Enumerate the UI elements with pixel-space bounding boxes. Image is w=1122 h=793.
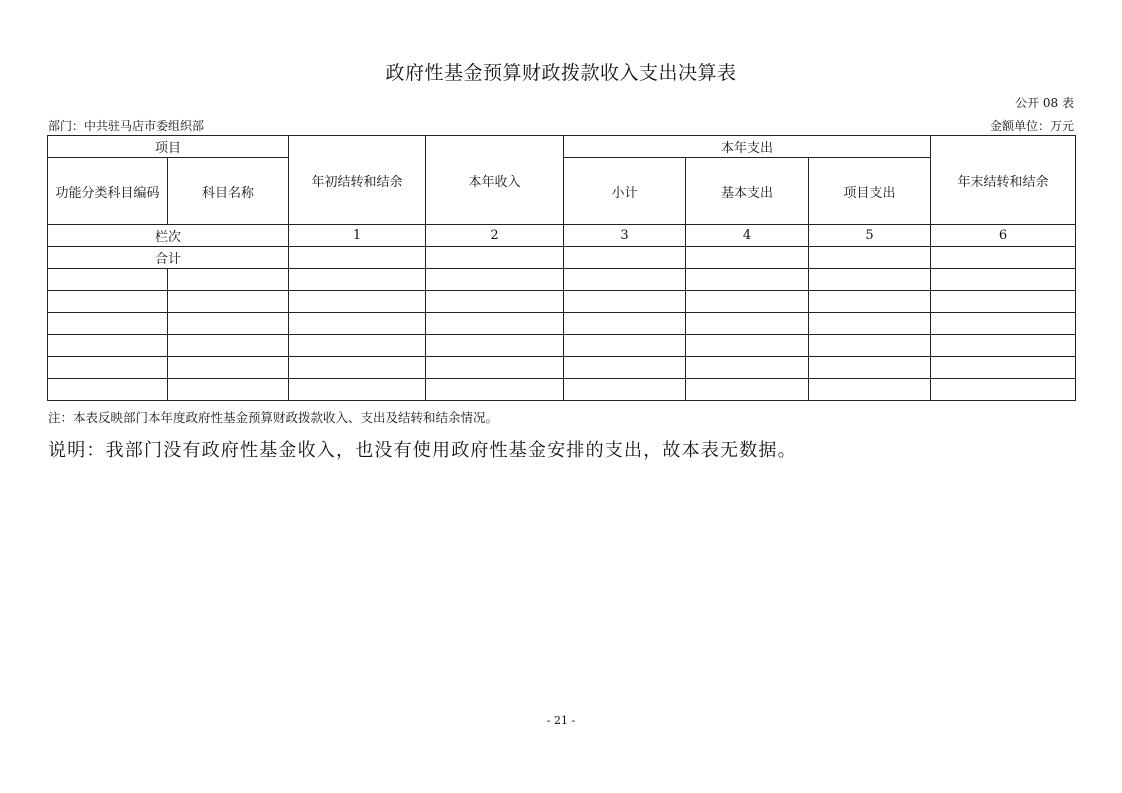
- table-row: [48, 313, 1076, 335]
- table-cell: [931, 269, 1076, 291]
- table-cell: [426, 379, 564, 401]
- table-note: 注：本表反映部门本年度政府性基金预算财政拨款收入、支出及结转和结余情况。: [48, 410, 499, 425]
- header-basic-expenditure: 基本支出: [686, 158, 809, 225]
- table-cell: [809, 291, 931, 313]
- total-row: [48, 247, 1076, 269]
- table-row: [48, 269, 1076, 291]
- table-cell: [564, 357, 686, 379]
- column-index-row: [48, 225, 1076, 247]
- table-cell: [48, 335, 168, 357]
- table-cell: [289, 379, 426, 401]
- table-cell: [289, 247, 426, 269]
- table-cell: [931, 313, 1076, 335]
- amount-unit-label: 金额单位：万元: [989, 119, 1074, 133]
- header-code: 功能分类科目编码: [48, 158, 168, 225]
- column-index-6: 6: [931, 225, 1076, 247]
- table-cell: [686, 269, 809, 291]
- table-cell: [686, 291, 809, 313]
- table-cell: [168, 291, 289, 313]
- table-cell: [686, 379, 809, 401]
- table-cell: [168, 313, 289, 335]
- department-label: 部门：中共驻马店市委组织部: [48, 119, 205, 133]
- table-cell: [48, 291, 168, 313]
- table-row: [48, 379, 1076, 401]
- table-cell: [168, 269, 289, 291]
- table-cell: [686, 335, 809, 357]
- table-cell: [289, 313, 426, 335]
- table-cell: [426, 335, 564, 357]
- header-opening-balance: 年初结转和结余: [289, 136, 426, 225]
- header-name: 科目名称: [168, 158, 289, 225]
- table-cell: [809, 357, 931, 379]
- header-project-expenditure: 项目支出: [809, 158, 931, 225]
- table-cell: [426, 291, 564, 313]
- table-cell: [931, 379, 1076, 401]
- table-row: [48, 357, 1076, 379]
- header-subtotal: 小计: [564, 158, 686, 225]
- table-cell: [931, 357, 1076, 379]
- explanation-text: 说明：我部门没有政府性基金收入，也没有使用政府性基金安排的支出，故本表无数据。: [48, 440, 797, 461]
- header-income: 本年收入: [426, 136, 564, 225]
- table-cell: [48, 313, 168, 335]
- table-cell: [426, 357, 564, 379]
- table-cell: [289, 291, 426, 313]
- header-project: 项目: [48, 136, 289, 158]
- column-index-label: 栏次: [48, 225, 289, 247]
- table-cell: [564, 313, 686, 335]
- total-label: 合计: [48, 247, 289, 269]
- table-cell: [809, 335, 931, 357]
- table-cell: [809, 247, 931, 269]
- document-title: 政府性基金预算财政拨款收入支出决算表: [385, 62, 737, 84]
- table-row: [48, 291, 1076, 313]
- table-row: [48, 335, 1076, 357]
- column-index-1: 1: [289, 225, 426, 247]
- table-cell: [809, 379, 931, 401]
- table-cell: [686, 357, 809, 379]
- table-cell: [48, 357, 168, 379]
- table-number: 公开 08 表: [1015, 96, 1074, 110]
- table-cell: [48, 269, 168, 291]
- column-index-3: 3: [564, 225, 686, 247]
- fund-budget-table: [47, 135, 1076, 401]
- table-cell: [564, 269, 686, 291]
- table-cell: [168, 335, 289, 357]
- table-cell: [289, 357, 426, 379]
- table-cell: [809, 269, 931, 291]
- header-expenditure: 本年支出: [564, 136, 931, 158]
- table-cell: [686, 313, 809, 335]
- table-cell: [48, 379, 168, 401]
- table-cell: [686, 247, 809, 269]
- table-cell: [809, 313, 931, 335]
- table-cell: [168, 357, 289, 379]
- table-cell: [564, 379, 686, 401]
- table-cell: [931, 247, 1076, 269]
- table-cell: [931, 335, 1076, 357]
- table-cell: [564, 291, 686, 313]
- column-index-4: 4: [686, 225, 809, 247]
- table-cell: [289, 335, 426, 357]
- table-cell: [426, 313, 564, 335]
- table-cell: [564, 247, 686, 269]
- column-index-5: 5: [809, 225, 931, 247]
- table-cell: [168, 379, 289, 401]
- page-number: - 21 -: [546, 714, 576, 727]
- table-cell: [426, 247, 564, 269]
- table-cell: [289, 269, 426, 291]
- table-cell: [426, 269, 564, 291]
- table-cell: [931, 291, 1076, 313]
- header-row-1: [48, 136, 1076, 158]
- header-closing-balance: 年末结转和结余: [931, 136, 1076, 225]
- column-index-2: 2: [426, 225, 564, 247]
- table-cell: [564, 335, 686, 357]
